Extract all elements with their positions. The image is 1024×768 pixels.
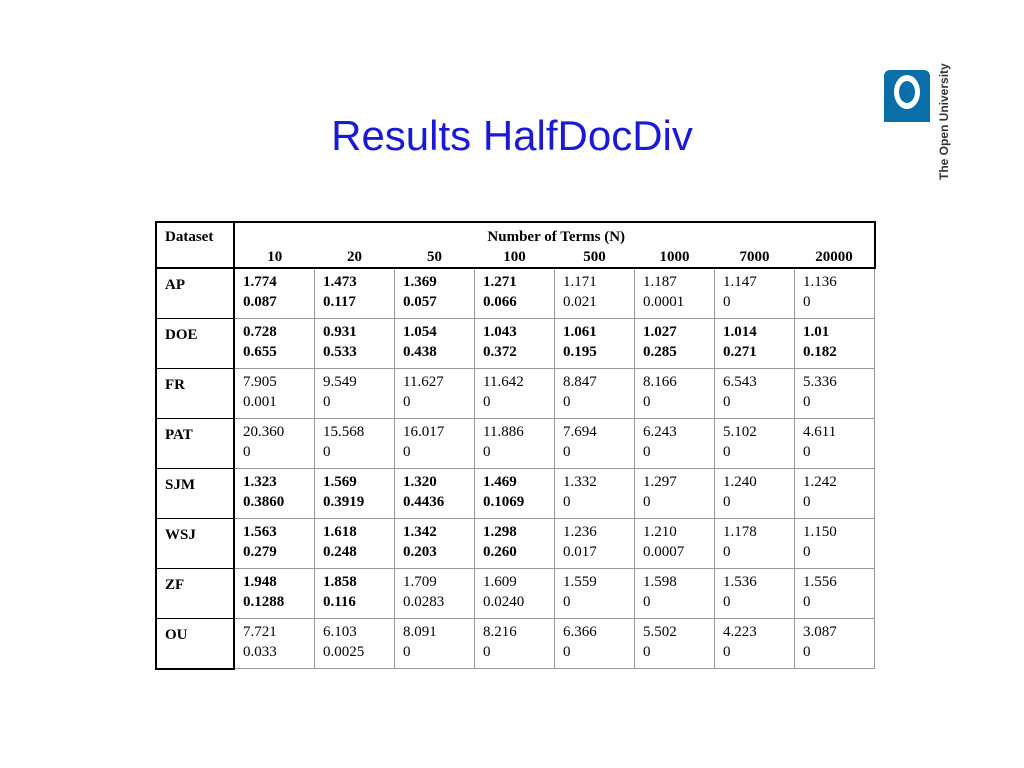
result-secondary-value: 0 bbox=[643, 494, 651, 510]
result-secondary-value: 0.655 bbox=[243, 344, 277, 360]
result-cell bbox=[234, 369, 315, 419]
results-table bbox=[155, 221, 876, 670]
result-value: 8.216 bbox=[483, 624, 517, 640]
result-value: 1.242 bbox=[803, 474, 837, 490]
logo-text: The Open University bbox=[937, 63, 951, 180]
result-secondary-value: 0 bbox=[403, 394, 411, 410]
n-values-row bbox=[156, 247, 875, 268]
result-value: 1.01 bbox=[803, 324, 830, 340]
result-secondary-value: 0.285 bbox=[643, 344, 677, 360]
result-secondary-value: 0.116 bbox=[323, 594, 356, 610]
result-secondary-value: 0.057 bbox=[403, 294, 437, 310]
result-secondary-value: 0.0001 bbox=[643, 294, 685, 310]
result-value: 16.017 bbox=[403, 424, 445, 440]
result-cell bbox=[475, 419, 555, 469]
dataset-name: OU bbox=[156, 619, 234, 669]
result-cell bbox=[234, 268, 315, 319]
result-value: 1.948 bbox=[243, 574, 277, 590]
result-cell bbox=[315, 419, 395, 469]
result-cell bbox=[555, 619, 635, 669]
result-cell bbox=[715, 268, 795, 319]
result-value: 7.721 bbox=[243, 624, 277, 640]
result-cell bbox=[795, 419, 875, 469]
result-value: 1.061 bbox=[563, 324, 597, 340]
result-secondary-value: 0.117 bbox=[323, 294, 356, 310]
result-cell bbox=[475, 319, 555, 369]
result-value: 6.366 bbox=[563, 624, 597, 640]
result-secondary-value: 0 bbox=[643, 594, 651, 610]
result-value: 1.323 bbox=[243, 474, 277, 490]
result-secondary-value: 0.3919 bbox=[323, 494, 365, 510]
result-cell bbox=[395, 268, 475, 319]
result-secondary-value: 0.260 bbox=[483, 544, 517, 560]
result-secondary-value: 0 bbox=[323, 394, 331, 410]
result-cell bbox=[555, 319, 635, 369]
result-value: 1.569 bbox=[323, 474, 357, 490]
result-secondary-value: 0 bbox=[723, 294, 731, 310]
result-cell bbox=[234, 619, 315, 669]
result-cell bbox=[234, 419, 315, 469]
result-value: 6.103 bbox=[323, 624, 357, 640]
result-cell bbox=[315, 519, 395, 569]
result-secondary-value: 0 bbox=[403, 444, 411, 460]
dataset-name: DOE bbox=[156, 319, 234, 369]
result-cell bbox=[475, 268, 555, 319]
result-cell bbox=[795, 268, 875, 319]
result-value: 8.166 bbox=[643, 374, 677, 390]
result-cell bbox=[395, 619, 475, 669]
result-cell bbox=[475, 519, 555, 569]
result-value: 7.694 bbox=[563, 424, 597, 440]
result-value: 5.336 bbox=[803, 374, 837, 390]
result-secondary-value: 0 bbox=[563, 444, 571, 460]
dataset-name: SJM bbox=[156, 469, 234, 519]
slide-title: Results HalfDocDiv bbox=[331, 112, 693, 159]
result-cell bbox=[635, 569, 715, 619]
result-value: 1.469 bbox=[483, 474, 517, 490]
result-secondary-value: 0 bbox=[723, 394, 731, 410]
result-cell bbox=[795, 319, 875, 369]
result-value: 1.014 bbox=[723, 324, 757, 340]
table-row bbox=[156, 569, 875, 619]
result-cell bbox=[635, 619, 715, 669]
result-value: 1.298 bbox=[483, 524, 517, 540]
result-secondary-value: 0.0025 bbox=[323, 644, 365, 660]
result-secondary-value: 0 bbox=[403, 644, 411, 660]
result-cell bbox=[715, 369, 795, 419]
result-cell bbox=[635, 469, 715, 519]
table-row bbox=[156, 619, 875, 669]
result-cell bbox=[395, 419, 475, 469]
result-secondary-value: 0.248 bbox=[323, 544, 357, 560]
result-cell bbox=[234, 469, 315, 519]
result-value: 5.102 bbox=[723, 424, 757, 440]
result-value: 1.271 bbox=[483, 274, 517, 290]
result-secondary-value: 0.001 bbox=[243, 394, 277, 410]
n-value-header: 50 bbox=[395, 247, 475, 268]
result-value: 20.360 bbox=[243, 424, 285, 440]
result-value: 1.563 bbox=[243, 524, 277, 540]
result-value: 1.027 bbox=[643, 324, 677, 340]
result-cell bbox=[635, 268, 715, 319]
result-cell bbox=[635, 369, 715, 419]
result-cell bbox=[715, 319, 795, 369]
result-secondary-value: 0 bbox=[643, 394, 651, 410]
result-secondary-value: 0 bbox=[803, 494, 811, 510]
dataset-header: Dataset bbox=[156, 222, 234, 268]
result-value: 1.210 bbox=[643, 524, 677, 540]
result-secondary-value: 0 bbox=[483, 644, 491, 660]
result-value: 1.609 bbox=[483, 574, 517, 590]
result-secondary-value: 0.021 bbox=[563, 294, 597, 310]
table-row bbox=[156, 369, 875, 419]
result-secondary-value: 0 bbox=[803, 644, 811, 660]
result-value: 1.150 bbox=[803, 524, 837, 540]
result-secondary-value: 0 bbox=[723, 544, 731, 560]
result-value: 1.297 bbox=[643, 474, 677, 490]
result-value: 1.774 bbox=[243, 274, 277, 290]
result-value: 1.332 bbox=[563, 474, 597, 490]
result-value: 1.598 bbox=[643, 574, 677, 590]
result-value: 1.858 bbox=[323, 574, 357, 590]
result-secondary-value: 0 bbox=[803, 594, 811, 610]
result-value: 7.905 bbox=[243, 374, 277, 390]
result-value: 1.147 bbox=[723, 274, 757, 290]
result-value: 11.627 bbox=[403, 374, 444, 390]
result-value: 11.886 bbox=[483, 424, 524, 440]
result-cell bbox=[234, 319, 315, 369]
result-value: 4.223 bbox=[723, 624, 757, 640]
n-value-header: 7000 bbox=[715, 247, 795, 268]
table-row bbox=[156, 469, 875, 519]
n-value-header: 1000 bbox=[635, 247, 715, 268]
result-cell bbox=[475, 569, 555, 619]
result-secondary-value: 0 bbox=[643, 444, 651, 460]
n-value-header: 10 bbox=[234, 247, 315, 268]
result-secondary-value: 0 bbox=[803, 544, 811, 560]
result-cell bbox=[715, 419, 795, 469]
result-value: 1.043 bbox=[483, 324, 517, 340]
result-value: 0.728 bbox=[243, 324, 277, 340]
result-value: 1.559 bbox=[563, 574, 597, 590]
result-secondary-value: 0.0007 bbox=[643, 544, 685, 560]
result-cell bbox=[715, 619, 795, 669]
result-secondary-value: 0 bbox=[723, 494, 731, 510]
result-cell bbox=[475, 369, 555, 419]
result-secondary-value: 0.1069 bbox=[483, 494, 525, 510]
result-cell bbox=[715, 519, 795, 569]
result-cell bbox=[315, 268, 395, 319]
result-value: 1.709 bbox=[403, 574, 437, 590]
result-cell bbox=[555, 519, 635, 569]
result-secondary-value: 0.4436 bbox=[403, 494, 445, 510]
result-secondary-value: 0 bbox=[563, 494, 571, 510]
result-value: 1.236 bbox=[563, 524, 597, 540]
result-value: 8.091 bbox=[403, 624, 437, 640]
result-value: 1.178 bbox=[723, 524, 757, 540]
result-secondary-value: 0.087 bbox=[243, 294, 277, 310]
result-secondary-value: 0.372 bbox=[483, 344, 517, 360]
result-cell bbox=[635, 419, 715, 469]
result-cell bbox=[395, 469, 475, 519]
result-cell bbox=[555, 569, 635, 619]
n-value-header: 500 bbox=[555, 247, 635, 268]
result-value: 1.136 bbox=[803, 274, 837, 290]
result-secondary-value: 0.195 bbox=[563, 344, 597, 360]
result-value: 1.342 bbox=[403, 524, 437, 540]
result-secondary-value: 0.182 bbox=[803, 344, 837, 360]
result-value: 3.087 bbox=[803, 624, 837, 640]
result-value: 1.369 bbox=[403, 274, 437, 290]
result-value: 1.556 bbox=[803, 574, 837, 590]
result-cell bbox=[315, 619, 395, 669]
result-cell bbox=[395, 369, 475, 419]
result-value: 6.243 bbox=[643, 424, 677, 440]
result-cell bbox=[715, 569, 795, 619]
result-secondary-value: 0 bbox=[243, 444, 251, 460]
result-cell bbox=[395, 569, 475, 619]
dataset-name: AP bbox=[156, 268, 234, 319]
result-secondary-value: 0 bbox=[803, 444, 811, 460]
table-row bbox=[156, 319, 875, 369]
result-secondary-value: 0.1288 bbox=[243, 594, 285, 610]
result-cell bbox=[475, 619, 555, 669]
result-cell bbox=[395, 519, 475, 569]
result-cell bbox=[555, 419, 635, 469]
result-secondary-value: 0 bbox=[723, 644, 731, 660]
result-value: 11.642 bbox=[483, 374, 524, 390]
result-value: 8.847 bbox=[563, 374, 597, 390]
result-secondary-value: 0.0240 bbox=[483, 594, 525, 610]
table-row bbox=[156, 268, 875, 319]
result-value: 4.611 bbox=[803, 424, 837, 440]
dataset-name: FR bbox=[156, 369, 234, 419]
result-secondary-value: 0 bbox=[563, 394, 571, 410]
result-value: 9.549 bbox=[323, 374, 357, 390]
result-secondary-value: 0.3860 bbox=[243, 494, 285, 510]
result-value: 1.320 bbox=[403, 474, 437, 490]
result-value: 1.187 bbox=[643, 274, 677, 290]
dataset-name: PAT bbox=[156, 419, 234, 469]
result-secondary-value: 0 bbox=[563, 644, 571, 660]
result-value: 1.618 bbox=[323, 524, 357, 540]
result-cell bbox=[795, 469, 875, 519]
result-cell bbox=[395, 319, 475, 369]
result-cell bbox=[475, 469, 555, 519]
result-secondary-value: 0 bbox=[483, 444, 491, 460]
result-cell bbox=[315, 569, 395, 619]
result-cell bbox=[635, 319, 715, 369]
result-value: 1.473 bbox=[323, 274, 357, 290]
result-secondary-value: 0 bbox=[803, 294, 811, 310]
table-row bbox=[156, 419, 875, 469]
result-value: 1.054 bbox=[403, 324, 437, 340]
table-row bbox=[156, 519, 875, 569]
result-secondary-value: 0.533 bbox=[323, 344, 357, 360]
n-value-header: 100 bbox=[475, 247, 555, 268]
dataset-name: ZF bbox=[156, 569, 234, 619]
result-secondary-value: 0 bbox=[563, 594, 571, 610]
result-value: 5.502 bbox=[643, 624, 677, 640]
result-cell bbox=[555, 469, 635, 519]
header-row bbox=[156, 222, 875, 247]
result-cell bbox=[795, 519, 875, 569]
result-secondary-value: 0 bbox=[723, 594, 731, 610]
terms-header: Number of Terms (N) bbox=[234, 222, 875, 247]
result-secondary-value: 0.066 bbox=[483, 294, 517, 310]
result-secondary-value: 0.438 bbox=[403, 344, 437, 360]
result-cell bbox=[315, 369, 395, 419]
result-value: 6.543 bbox=[723, 374, 757, 390]
result-secondary-value: 0 bbox=[723, 444, 731, 460]
result-secondary-value: 0 bbox=[483, 394, 491, 410]
result-secondary-value: 0.033 bbox=[243, 644, 277, 660]
result-value: 1.171 bbox=[563, 274, 597, 290]
result-cell bbox=[315, 469, 395, 519]
result-secondary-value: 0.017 bbox=[563, 544, 597, 560]
result-secondary-value: 0.0283 bbox=[403, 594, 445, 610]
result-secondary-value: 0.203 bbox=[403, 544, 437, 560]
result-cell bbox=[555, 268, 635, 319]
result-cell bbox=[795, 619, 875, 669]
result-cell bbox=[315, 319, 395, 369]
result-cell bbox=[234, 519, 315, 569]
result-cell bbox=[715, 469, 795, 519]
result-value: 15.568 bbox=[323, 424, 365, 440]
result-secondary-value: 0.279 bbox=[243, 544, 277, 560]
result-value: 1.240 bbox=[723, 474, 757, 490]
result-secondary-value: 0.271 bbox=[723, 344, 757, 360]
result-cell bbox=[795, 569, 875, 619]
result-secondary-value: 0 bbox=[323, 444, 331, 460]
result-cell bbox=[234, 569, 315, 619]
dataset-name: WSJ bbox=[156, 519, 234, 569]
result-cell bbox=[555, 369, 635, 419]
n-value-header: 20000 bbox=[795, 247, 875, 268]
result-value: 0.931 bbox=[323, 324, 357, 340]
result-cell bbox=[795, 369, 875, 419]
result-secondary-value: 0 bbox=[803, 394, 811, 410]
result-cell bbox=[635, 519, 715, 569]
n-value-header: 20 bbox=[315, 247, 395, 268]
result-secondary-value: 0 bbox=[643, 644, 651, 660]
result-value: 1.536 bbox=[723, 574, 757, 590]
